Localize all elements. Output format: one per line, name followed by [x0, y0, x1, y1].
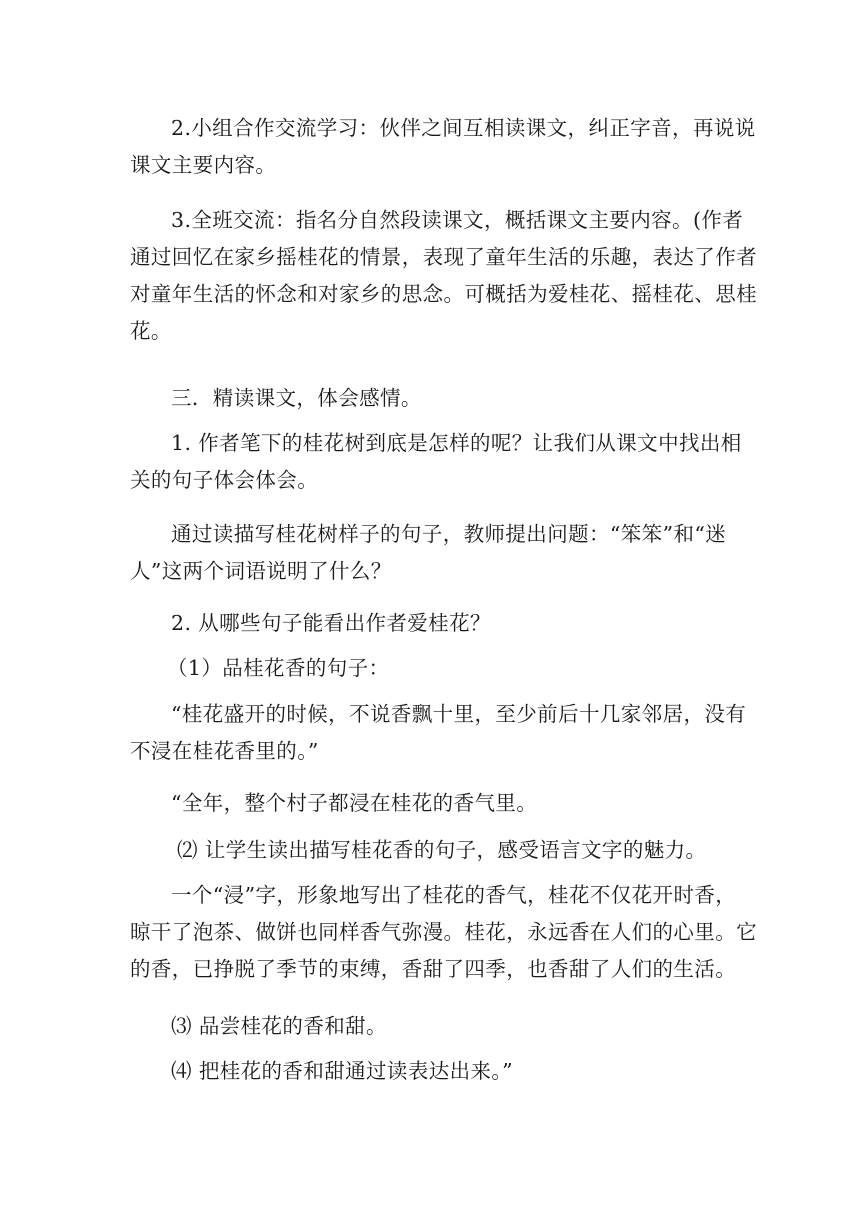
text-line: 晾干了泡茶、做饼也同样香气弥漫。桂花，永远香在人们的心里。它	[130, 920, 757, 944]
paragraph-group-study	[130, 110, 756, 184]
text-line: 2. 从哪些句子能看出作者爱桂花？	[171, 611, 491, 635]
text-line: 课文主要内容。	[130, 153, 277, 177]
paragraph-analysis	[130, 877, 757, 988]
paragraph-quote-village	[130, 785, 732, 822]
paragraph-class-exchange	[130, 202, 757, 350]
text-line: 3.全班交流：指名分自然段读课文，概括课文主要内容。(作者	[171, 208, 744, 232]
text-line: 2.小组合作交流学习：伙伴之间互相读课文，纠正字音，再说说	[171, 116, 756, 140]
text-line: 人”这两个词语说明了什么？	[130, 559, 392, 583]
text-line: “全年，整个村子都浸在桂花的香气里。	[171, 791, 538, 815]
text-line: 的香，已挣脱了季节的束缚，香甜了四季，也香甜了人们的生活。	[130, 957, 737, 981]
text-line: ⑷ 把桂花的香和甜通过读表达出来。”	[171, 1059, 513, 1083]
text-line: 花。	[130, 319, 172, 343]
text-line: 三．精读课文，体会感情。	[171, 386, 422, 410]
paragraph-question-love	[130, 605, 732, 642]
text-line: 1. 作者笔下的桂花树到底是怎样的呢？让我们从课文中找出相	[171, 431, 742, 455]
paragraph-quote-bloom	[130, 696, 747, 770]
text-line: 关的句子体会体会。	[130, 468, 319, 492]
text-line: （1）品桂花香的句子：	[167, 656, 390, 680]
text-line: 不浸在桂花香里的。”	[130, 739, 319, 763]
paragraph-step-3	[130, 1008, 732, 1045]
text-line: ⑶ 品尝桂花的香和甜。	[171, 1014, 387, 1038]
paragraph-question-tree	[130, 425, 742, 499]
text-line: “桂花盛开的时候，不说香飘十里，至少前后十几家邻居，没有	[171, 702, 747, 726]
text-line: ⑵ 让学生读出描写桂花香的句子，感受语言文字的魅力。	[177, 838, 707, 862]
text-line: 通过回忆在家乡摇桂花的情景，表现了童年生活的乐趣，表达了作者	[130, 245, 757, 269]
paragraph-step-2	[130, 832, 732, 869]
text-line: 通过读描写桂花树样子的句子，教师提出问题：“笨笨”和“迷	[171, 522, 727, 546]
section-heading-close-reading	[130, 380, 732, 417]
text-line: 对童年生活的怀念和对家乡的思念。可概括为爱桂花、摇桂花、思桂	[130, 282, 757, 306]
paragraph-teacher-question	[130, 516, 732, 590]
paragraph-step-4	[130, 1053, 732, 1090]
text-line: 一个“浸”字，形象地写出了桂花的香气，桂花不仅花开时香，	[171, 883, 737, 907]
paragraph-subheading-fragrance	[130, 650, 732, 687]
